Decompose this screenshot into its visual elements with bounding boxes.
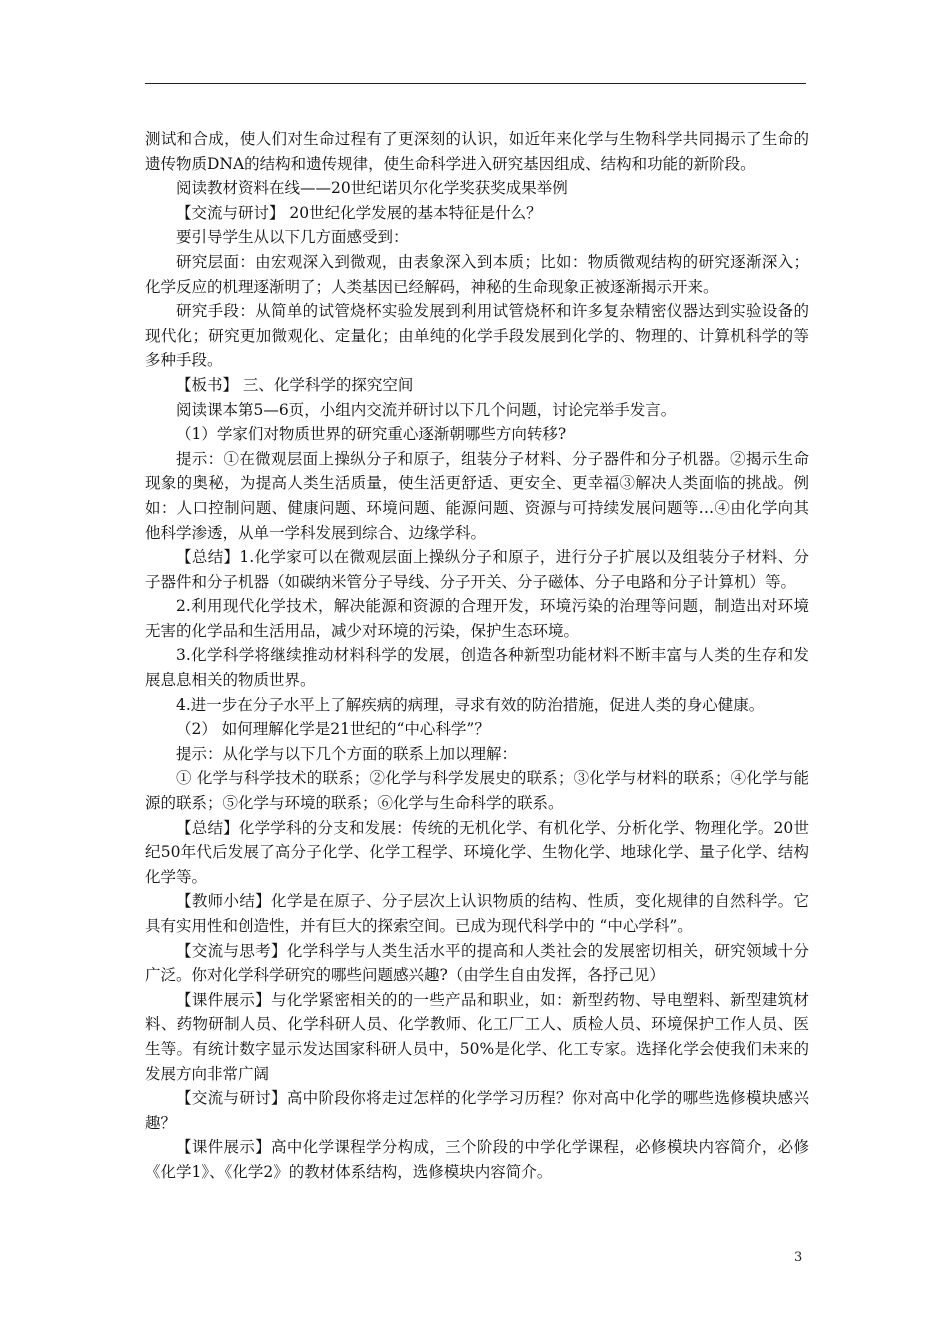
paragraph-courseware-curriculum: 【课件展示】高中化学课程学分构成，三个阶段的中学化学课程，必修模块内容简介，必修《化学1》、《化学2》的教材体系结构，选修模块内容简介。 (145, 1138, 809, 1181)
paragraph-discussion-question: 【交流与研讨】 20世纪化学发展的基本特征是什么？ (176, 203, 542, 222)
paragraph-hint-2: 提示：从化学与以下几个方面的联系上加以理解： (176, 744, 518, 763)
paragraph-research-level: 研究层面：由宏观深入到微观，由表象深入到本质；比如：物质微观结构的研究逐渐深入；化学反应的机理逐渐明了；人类基因已经解码，神秘的生命现象正被逐渐揭示开来。 (145, 252, 809, 296)
paragraph-summary-2: 2.利用现代化学技术，解决能源和资源的合理开发，环境污染的治理等问题，制造出对环境无害的化学品和生活用品，减少对环境的污染，保护生态环境。 (145, 597, 809, 640)
header-rule (145, 83, 806, 84)
document-body (145, 127, 809, 1185)
paragraph-exchange-thinking: 【交流与思考】化学科学与人类生活水平的提高和人类社会的发展密切相关，研究领域十分广泛。你对化学科学研究的哪些问题感兴趣?（由学生自由发挥，各抒己见） (145, 941, 809, 985)
paragraph-branches-summary: 【总结】化学学科的分支和发展：传统的无机化学、有机化学、分析化学、物理化学。20世纪50年代后发展了高分子化学、化学工程学、环境化学、生物化学、地球化学、量子化学、结构化学等。 (145, 818, 809, 886)
paragraph-question-2: （2） 如何理解化学是21世纪的“中心科学”？ (176, 720, 490, 739)
paragraph-research-methods: 研究手段：从简单的试管烧杯实验发展到利用试管烧杯和许多复杂精密仪器达到实验设备的现代化；研究更加微观化、定量化；由单纯的化学手段发展到化学的、物理的、计算机科学的等多种手段。 (145, 302, 809, 370)
paragraph-blackboard-heading: 【板书】 三、化学科学的探究空间 (176, 375, 414, 394)
paragraph-exchange-learning: 【交流与研讨】高中阶段你将走过怎样的化学学习历程？你对高中化学的哪些选修模块感兴趣？ (145, 1089, 809, 1132)
paragraph-reading-task: 阅读课本第5—6页，小组内交流并研讨以下几个问题，讨论完举手发言。 (176, 400, 677, 419)
paragraph-summary-3: 3.化学科学将继续推动材料科学的发展，创造各种新型功能材料不断丰富与人类的生存和发展息息相关的物质世界。 (145, 646, 809, 690)
paragraph-summary-1: 【总结】1.化学家可以在微观层面上操纵分子和原子，进行分子扩展以及组装分子材料、分子器件和分子机器（如碳纳米管分子导线、分子开关、分子磁体、分子电路和分子计算机）等。 (145, 548, 809, 591)
paragraph-dna-continuation: 测试和合成，使人们对生命过程有了更深刻的认识，如近年来化学与生物科学共同揭示了生命的遗传物质DNA的结构和遗传规律，使生命科学进入研究基因组成、结构和功能的新阶段。 (145, 130, 809, 173)
paragraph-guide-students: 要引导学生从以下几方面感受到： (176, 228, 409, 247)
paragraph-hint-1: 提示：①在微观层面上操纵分子和原子，组装分子材料、分子器件和分子机器。②揭示生命现象的奥秘，为提高人类生活质量，使生活更舒适、更安全、更幸福③解决人类面临的挑战。例如：人口控制问题、健康问题、环境问题、能源问题、资源与可持续发展问题等…④由化学向其他科学渗透，从单一学科发展到综合、边缘学科。 (145, 449, 809, 542)
paragraph-courseware-careers: 【课件展示】与化学紧密相关的的一些产品和职业，如：新型药物、导电塑料、新型建筑材料、药物研制人员、化学科研人员、化学教师、化工厂工人、质检人员、环境保护工作人员、医生等。有统计数字显示发达国家科研人员中，50%是化学、化工专家。选择化学会使我们未来的发展方向非常广阔 (145, 990, 809, 1083)
paragraph-teacher-summary: 【教师小结】化学是在原子、分子层次上认识物质的结构、性质，变化规律的自然科学。它具有实用性和创造性，并有巨大的探索空间。已成为现代科学中的 “中心学科”。 (145, 892, 809, 935)
paragraph-summary-4: 4.进一步在分子水平上了解疾病的病理，寻求有效的防治措施，促进人类的身心健康。 (176, 695, 765, 714)
paragraph-question-1: （1）学家们对物质世界的研究重心逐渐朝哪些方向转移? (176, 425, 567, 444)
paragraph-connections: ① 化学与科学技术的联系；②化学与科学发展史的联系；③化学与材料的联系；④化学与能源的联系；⑤化学与环境的联系；⑥化学与生命科学的联系。 (145, 769, 809, 813)
paragraph-reading-material: 阅读教材资料在线——20世纪诺贝尔化学奖获奖成果举例 (176, 179, 568, 198)
page-number: 3 (794, 1250, 803, 1265)
